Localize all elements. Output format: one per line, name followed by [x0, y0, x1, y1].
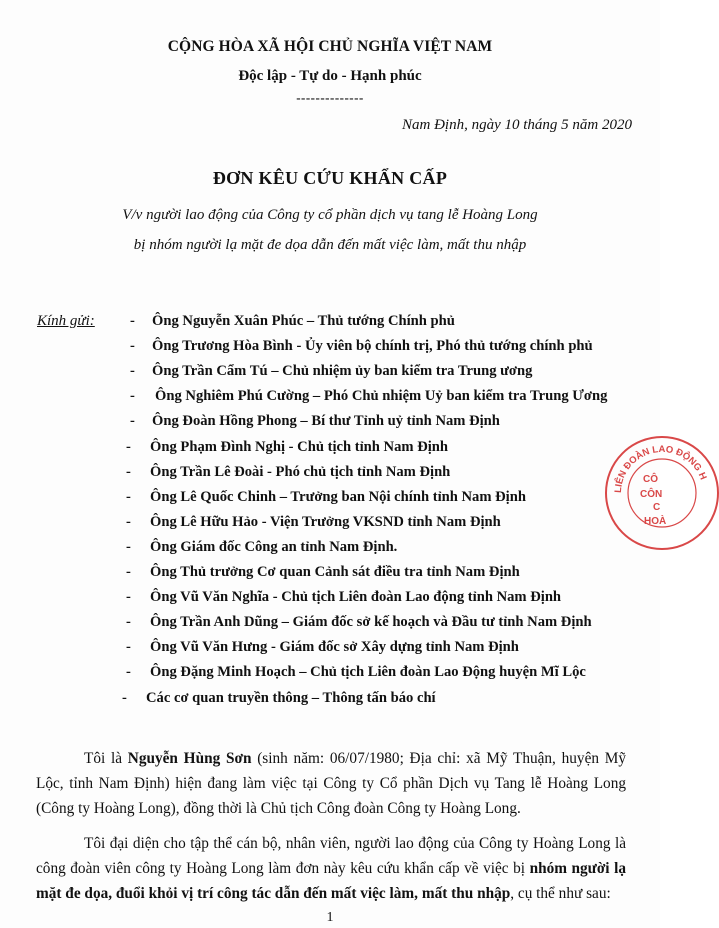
recipient-bullet: -	[122, 690, 127, 706]
national-motto: Độc lập - Tự do - Hạnh phúc	[238, 68, 422, 84]
date-line: Nam Định, ngày 10 tháng 5 năm 2020	[402, 117, 632, 133]
recipient-bullet: -	[126, 489, 131, 505]
recipient-item: Ông Trương Hòa Bình - Ủy viên bộ chính trị, Phó thủ tướng chính phủ	[152, 338, 593, 354]
recipient-bullet: -	[130, 363, 135, 379]
recipient-item: Ông Nguyễn Xuân Phúc – Thủ tướng Chính phủ	[152, 313, 455, 329]
recipient-item: Ông Giám đốc Công an tỉnh Nam Định.	[150, 539, 398, 555]
stamp-line-4: HOÀ	[644, 516, 667, 527]
recipient-item: Ông Vũ Văn Hưng - Giám đốc sở Xây dựng tỉnh Nam Định	[150, 639, 519, 655]
stamp-line-1: CÔ	[643, 474, 658, 485]
recipient-item: Ông Vũ Văn Nghĩa - Chủ tịch Liên đoàn Lao động tỉnh Nam Định	[150, 589, 562, 605]
paragraph-intro	[36, 746, 626, 821]
recipient-bullet: -	[126, 539, 131, 555]
recipient-bullet: -	[126, 514, 131, 530]
subject-line-2: bị nhóm người lạ mặt đe dọa dẫn đến mất việc làm, mất thu nhập	[133, 237, 527, 253]
recipient-item: Ông Lê Quốc Chinh – Trưởng ban Nội chính tỉnh Nam Định	[150, 489, 526, 505]
author-name: Nguyễn Hùng Sơn	[127, 750, 252, 767]
recipient-bullet: -	[126, 564, 131, 580]
stamp-arc-text: LIÊN ĐOÀN LAO ĐỘNG H	[612, 443, 709, 494]
header-divider: --------------	[296, 90, 364, 105]
recipient-item: Các cơ quan truyền thông – Thông tấn báo chí	[146, 690, 436, 706]
paragraph-representation	[36, 831, 626, 906]
recipient-item: Ông Trần Lê Đoài - Phó chủ tịch tỉnh Nam Định	[150, 464, 451, 480]
subject-line-1: V/v người lao động của Công ty cổ phần dịch vụ tang lễ Hoàng Long	[122, 207, 538, 223]
document-title: ĐƠN KÊU CỨU KHẨN CẤP	[212, 168, 448, 188]
recipient-bullet: -	[126, 614, 131, 630]
recipient-bullet: -	[126, 639, 131, 655]
recipient-item: Ông Nghiêm Phú Cường – Phó Chủ nhiệm Uỷ ban kiểm tra Trung Ương	[155, 388, 608, 404]
red-stamp	[605, 436, 719, 550]
paragraph-intro-text-1: Tôi là	[84, 750, 128, 767]
recipient-item: Ông Phạm Đình Nghị - Chủ tịch tỉnh Nam Định	[150, 439, 449, 455]
recipient-item: Ông Trần Anh Dũng – Giám đốc sở kế hoạch và Đầu tư tỉnh Nam Định	[150, 614, 592, 630]
recipient-bullet: -	[130, 413, 135, 429]
national-title: CỘNG HÒA XÃ HỘI CHỦ NGHĨA VIỆT NAM	[167, 38, 493, 55]
page-number: 1	[326, 910, 334, 925]
recipient-bullet: -	[130, 338, 135, 354]
stamp-line-3: C	[653, 502, 661, 513]
stamp-line-2: CÔN	[640, 489, 663, 500]
paragraph-representation-text-2: , cụ thể như sau:	[510, 885, 611, 902]
recipient-item: Ông Đoàn Hồng Phong – Bí thư Tỉnh uỷ tỉnh Nam Định	[152, 413, 500, 429]
recipient-bullet: -	[126, 439, 131, 455]
recipient-item: Ông Trần Cẩm Tú – Chủ nhiệm ủy ban kiểm tra Trung ương	[152, 363, 533, 379]
recipient-item: Ông Đặng Minh Hoạch – Chủ tịch Liên đoàn Lao Động huyện Mĩ Lộc	[150, 664, 586, 680]
recipient-item: Ông Thủ trưởng Cơ quan Cảnh sát điều tra tỉnh Nam Định	[150, 564, 520, 580]
svg-text:LIÊN ĐOÀN LAO ĐỘNG H	[613, 444, 709, 493]
salutation-label: Kính gửi:	[37, 313, 95, 329]
recipient-bullet: -	[130, 388, 135, 404]
paragraph-representation-emphasis: nhóm người lạ mặt đe dọa, đuổi khỏi vị trí công tác dẫn đến mất việc làm, mất thu nhập	[36, 860, 626, 902]
recipient-bullet: -	[126, 464, 131, 480]
recipient-bullet: -	[126, 664, 131, 680]
paragraph-intro-text-2: (sinh năm: 06/07/1980; Địa chỉ: xã Mỹ Thuận, huyện Mỹ Lộc, tỉnh Nam Định) hiện đang làm việc tại Công ty Cổ phần Dịch vụ Tang lễ Hoàng Long (Công ty Hoàng Long), đồng thời là Chủ tịch Công đoàn Công ty Hoàng Long.	[36, 750, 626, 817]
recipient-bullet: -	[126, 589, 131, 605]
recipient-item: Ông Lê Hữu Hảo - Viện Trưởng VKSND tỉnh Nam Định	[150, 514, 501, 530]
paragraph-representation-text-1: Tôi đại diện cho tập thể cán bộ, nhân viên, người lao động của Công ty Hoàng Long là công đoàn viên công ty Hoàng Long làm đơn này kêu cứu khẩn cấp về việc bị	[36, 835, 626, 877]
recipient-bullet: -	[130, 313, 135, 329]
stamp-arc	[607, 438, 717, 548]
